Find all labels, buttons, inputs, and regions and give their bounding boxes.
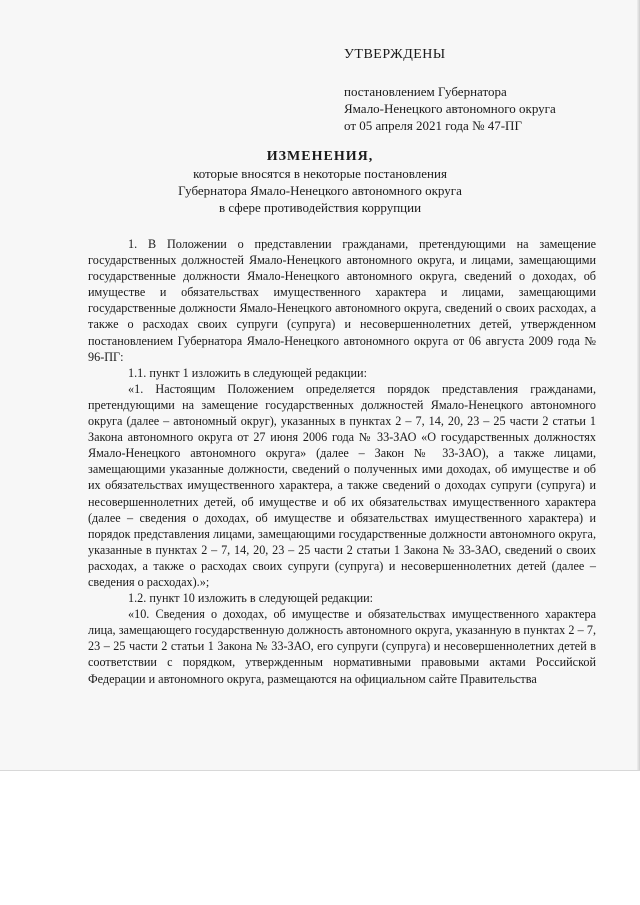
paragraph-1-2: 1.2. пункт 10 изложить в следующей редакции: (128, 591, 374, 606)
approval-line-3: от 05 апреля 2021 года № 47-ПГ (344, 118, 522, 133)
title-line-1: которые вносятся в некоторые постановления (193, 166, 447, 181)
approval-line-2: Ямало-Ненецкого автономного округа (344, 101, 556, 116)
document-title (60, 148, 580, 216)
approval-stamp (344, 46, 624, 134)
title-main: ИЗМЕНЕНИЯ, (266, 149, 374, 164)
title-line-2: Губернатора Ямало-Ненецкого автономного округа (178, 183, 462, 198)
document-body (88, 236, 596, 687)
paragraph-quote-1: «1. Настоящим Положением определяется порядок представления гражданами, претендующими на замещение государственных должностей Ямало-Ненецкого автономного округа (далее – автономный округ), указанных в пунктах 2 – 7, 14, 20, 23 – 25 части 2 статьи 1 Закона автономного округа от 27 июня 2006 года № 33-ЗАО «О государственных должностях Ямало-Ненецкого автономного округа» (далее – Закон № 33-ЗАО), а также лицами, замещающими указанные должности, сведений о полученных ими доходах, об имуществе и об их обязательствах имущественного характера, а также сведений о доходах супруги (супруга) и несовершеннолетних детей, об имуществе и об их обязательствах имущественного характера (далее – сведения о доходах, об имуществе и обязательствах имущественного характера) и порядок представления лицами, замещающими государственные должности автономного округа, указанные в пунктах 2 – 7, 14, 20, 23 – 25 части 2 статьи 1 Закона № 33-ЗАО, сведений о своих расходах, а также о расходах своих супруги (супруга) и несовершеннолетних детей (далее – сведения о расходах).»; (88, 381, 596, 589)
paragraph-1: 1. В Положении о представлении гражданами, претендующими на замещение государственных должностей Ямало-Ненецкого автономного округа, и лицами, замещающими государственные должности Ямало-Ненецкого автономного округа, сведений о доходах, об имуществе и обязательствах имущественного характера и лицами, замещающими государственные должности Ямало-Ненецкого автономного округа, сведений о своих расходах, а также о расходах своих супруги (супруга) и несовершеннолетних детей, утвержденном постановлением Губернатора Ямало-Ненецкого автономного округа от 06 августа 2009 года № 96-ПГ: (88, 237, 596, 364)
approval-line-1: постановлением Губернатора (344, 84, 507, 99)
paragraph-quote-10: «10. Сведения о доходах, об имуществе и обязательствах имущественного характера лица, замещающего государственную должность автономного округа, указанную в пунктах 2 – 7, 23 – 25 части 2 статьи 1 Закона № 33-ЗАО, его супруги (супруга) и несовершеннолетних детей в соответствии с порядком, утвержденным нормативными правовыми актами Российской Федерации и автономного округа, размещаются на официальном сайте Правительства (88, 607, 596, 686)
paragraph-1-1: 1.1. пункт 1 изложить в следующей редакции: (128, 365, 367, 380)
title-line-3: в сфере противодействия коррупции (218, 200, 422, 215)
approval-heading: УТВЕРЖДЕНЫ (344, 47, 446, 62)
